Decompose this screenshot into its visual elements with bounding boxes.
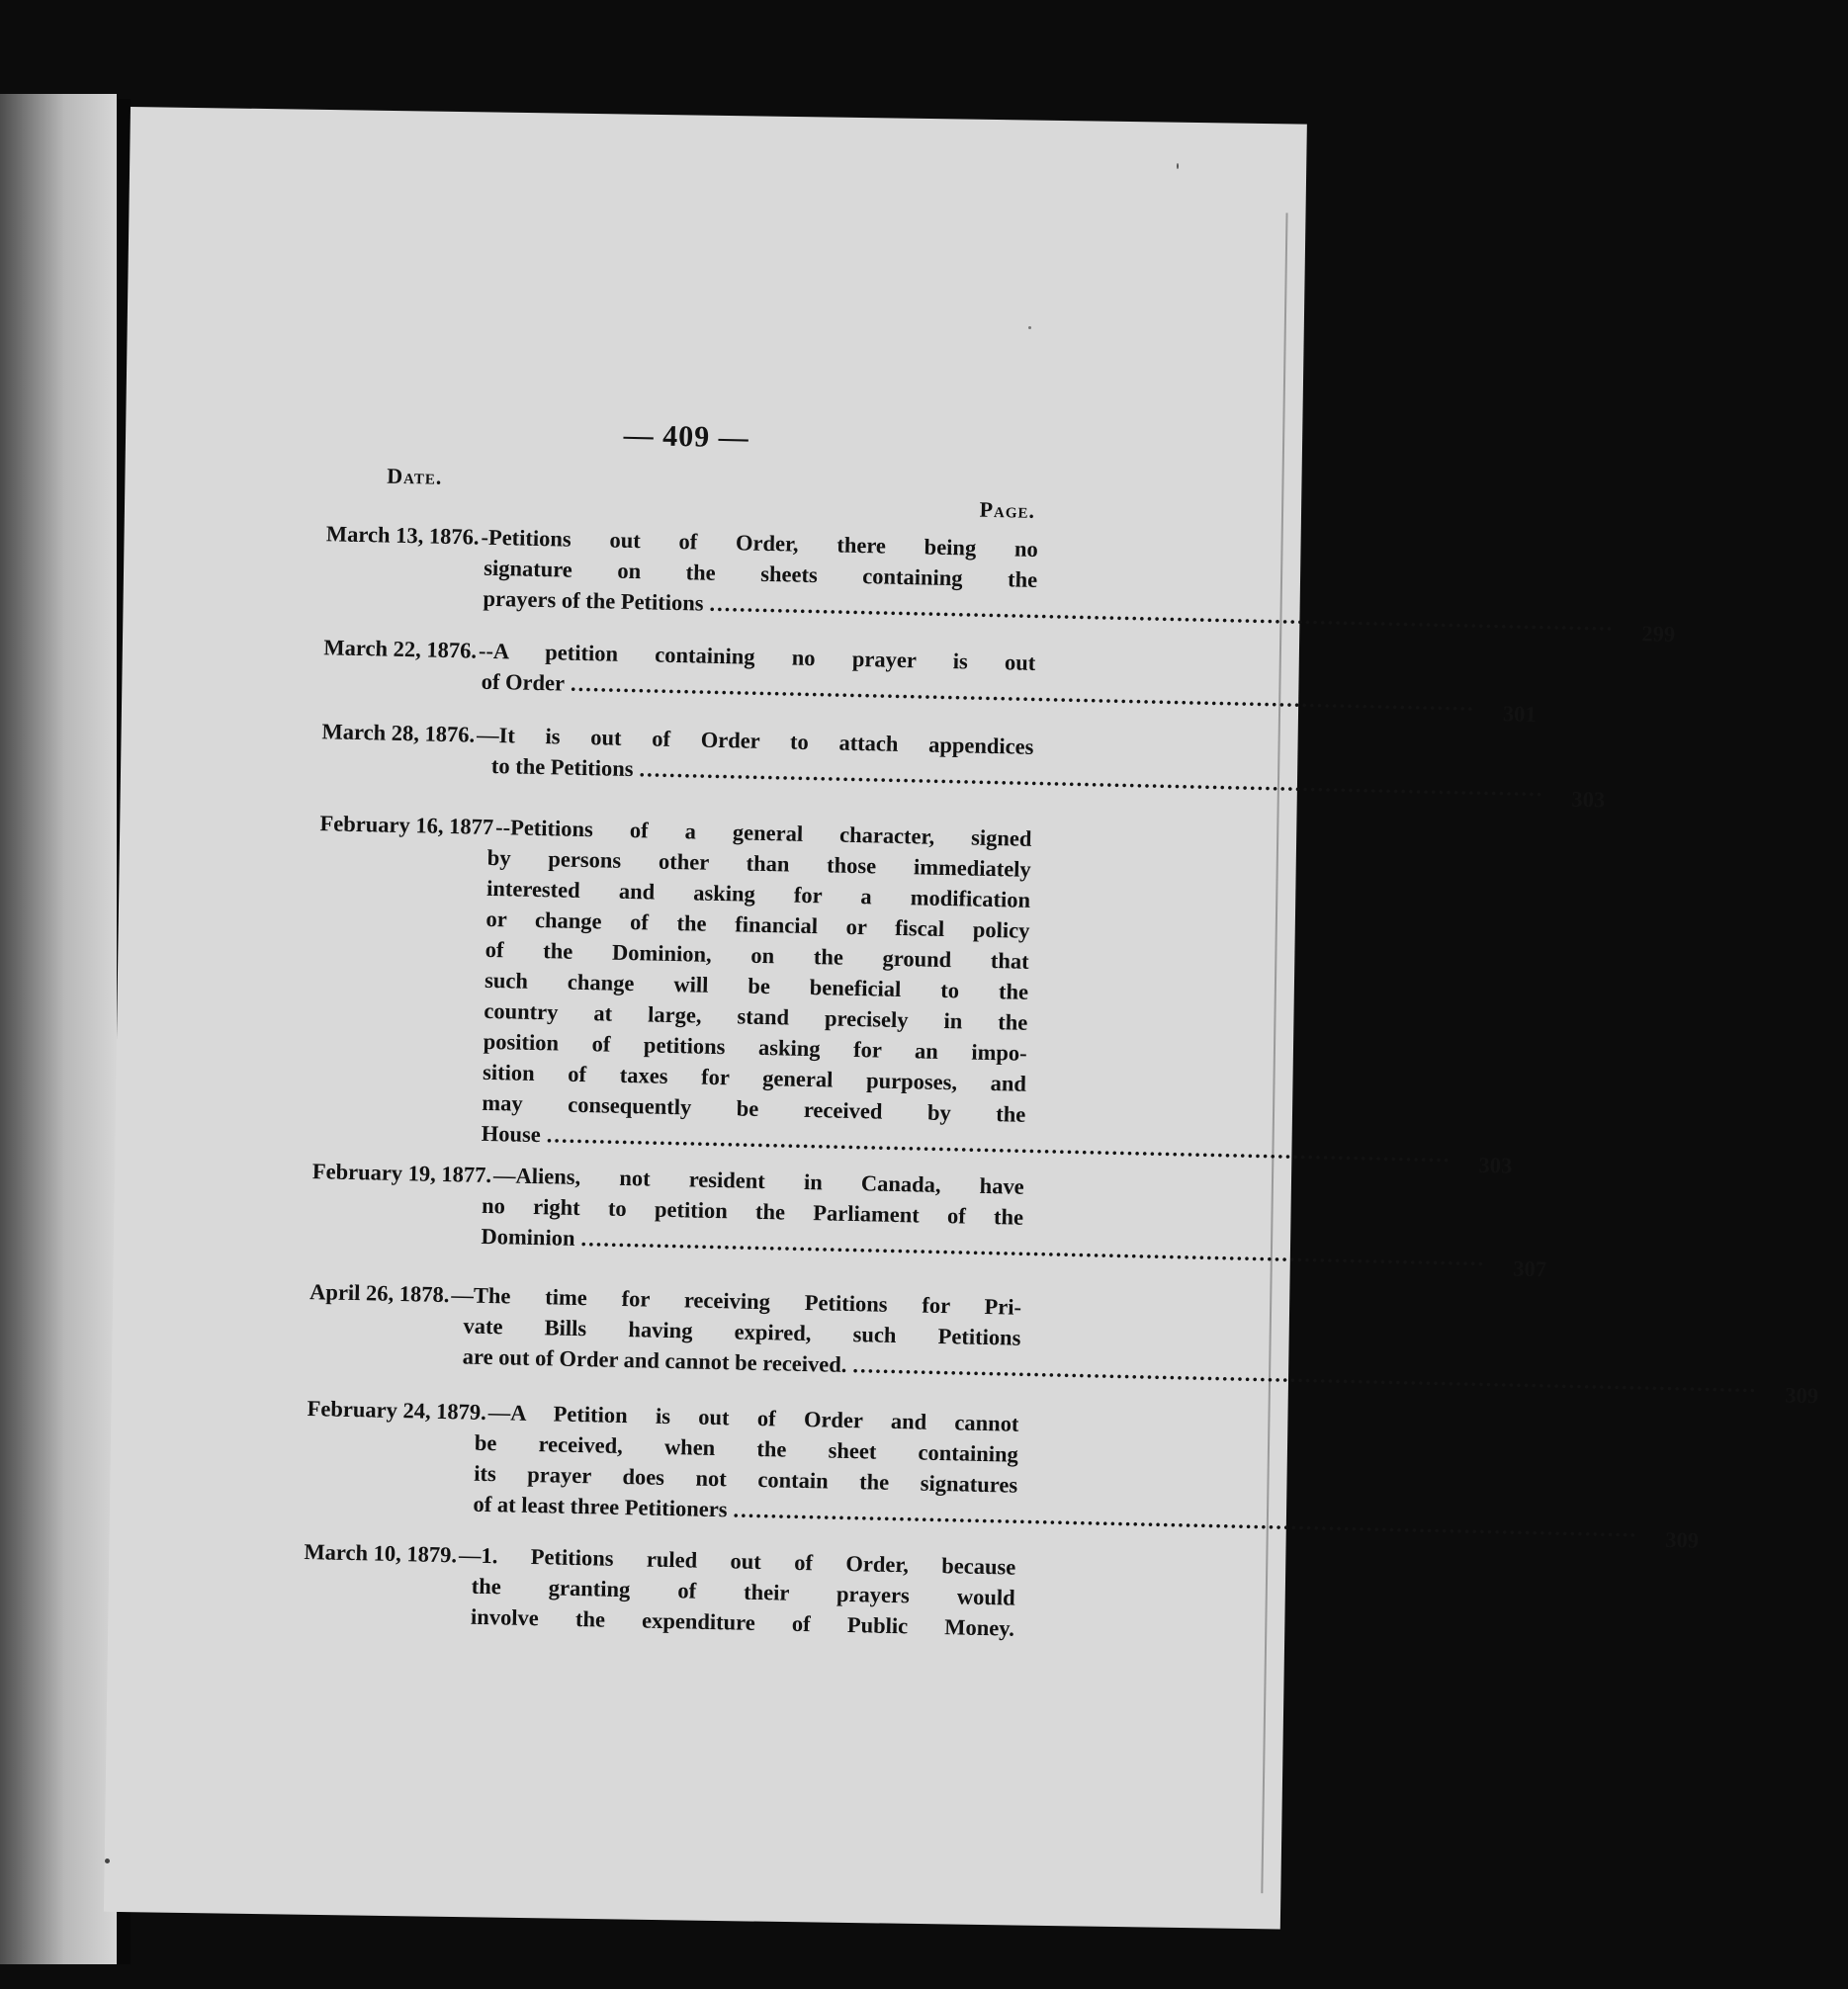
index-entry (322, 635, 1537, 727)
entry-text: signature on the sheets containing the (483, 555, 1038, 592)
entry-text: the granting of their prayers would (471, 1573, 1015, 1610)
dot-leader: ........................................................................................................................ (709, 590, 1615, 636)
entry-page-number: 309 (1665, 1527, 1700, 1553)
index-entry (305, 1396, 1700, 1553)
dot-leader: ........................................................................................................................ (852, 1352, 1758, 1398)
entry-text: may consequently be received by the (482, 1089, 1026, 1127)
entry-date: April 26, 1878. (308, 1279, 450, 1308)
entry-text: interested and asking for a modification (485, 875, 1031, 912)
entry-text: country at large, stand precisely in the (484, 997, 1028, 1035)
entry-text: Dominion (481, 1223, 575, 1251)
entry-text: position of petitions asking for an impo- (483, 1028, 1027, 1066)
entry-text: to the Petitions (490, 752, 634, 782)
entry-text: of the Dominion, on the ground that (484, 936, 1029, 974)
entry-date: March 10, 1879. (304, 1539, 458, 1568)
scan-speck (1177, 163, 1179, 169)
entry-text: -Petitions out of Order, there being no (481, 524, 1039, 562)
entry-date: February 16, 1877 (319, 811, 494, 840)
entry-date: March 22, 1876. (323, 635, 478, 663)
entry-text: such change will be beneficial to the (484, 967, 1029, 1004)
entry-text: or change of the financial or fiscal policy (485, 906, 1030, 943)
entry-date: March 28, 1876. (321, 719, 476, 747)
entry-text: prayers of the Petitions (483, 585, 704, 616)
index-entry (303, 1539, 1016, 1647)
dot-leader: ........................................................................................................................ (546, 1122, 1452, 1167)
entry-date: February 24, 1879. (307, 1396, 487, 1425)
entry-text: —Aliens, not resident in Canada, have (492, 1163, 1024, 1199)
scan-speck (1028, 326, 1031, 329)
entry-text: by persons other than those immediately (486, 844, 1031, 882)
entry-text: its prayer does not contain the signatures (473, 1460, 1018, 1498)
page-number: — 409 — (623, 418, 750, 455)
index-entry (324, 521, 1676, 648)
entry-date: March 13, 1876. (325, 521, 480, 550)
entry-page-number: 303 (1478, 1152, 1513, 1178)
date-column-header: Date. (386, 463, 443, 489)
entry-text: be received, when the sheet containing (474, 1429, 1019, 1467)
entry-text: no right to petition the Parliament of the (481, 1192, 1024, 1230)
entry-text: --Petitions of a general character, signed (494, 815, 1032, 851)
page-column-header: Page. (979, 496, 1036, 523)
dot-leader: ........................................................................................................................ (570, 670, 1476, 716)
entry-text: —The time for receiving Petitions for Pri- (451, 1282, 1022, 1320)
entry-text: of Order (481, 668, 566, 696)
entry-text: sition of taxes for general purposes, and (482, 1059, 1027, 1096)
entry-text: —1. Petitions ruled out of Order, because (458, 1542, 1016, 1580)
entry-text: —It is out of Order to attach appendices (476, 722, 1034, 759)
entry-text: —A Petition is out of Order and cannot (487, 1400, 1019, 1436)
entry-page-number: 301 (1502, 701, 1537, 727)
entry-text: House (481, 1120, 542, 1148)
entry-date: February 19, 1877. (311, 1159, 492, 1188)
index-entry (321, 719, 1606, 813)
entry-page-number: 307 (1513, 1255, 1547, 1282)
index-entry (308, 1279, 1819, 1409)
dot-leader: ........................................................................................................................ (733, 1497, 1638, 1542)
entry-page-number: 299 (1641, 621, 1676, 648)
entry-text: involve the expenditure of Public Money. (470, 1603, 1015, 1641)
entry-page-number: 303 (1571, 786, 1606, 813)
entry-text: vate Bills having expired, such Petitions (463, 1313, 1021, 1350)
dot-leader: ........................................................................................................................ (580, 1226, 1486, 1270)
entry-page-number: 309 (1784, 1382, 1819, 1409)
entry-text: are out of Order and cannot be received. (462, 1343, 847, 1377)
scan-speck (105, 1859, 110, 1863)
dot-leader: ........................................................................................................................ (639, 756, 1544, 802)
entry-text: of at least three Petitioners (473, 1491, 728, 1522)
entry-text: --A petition containing no prayer is out (478, 638, 1036, 675)
